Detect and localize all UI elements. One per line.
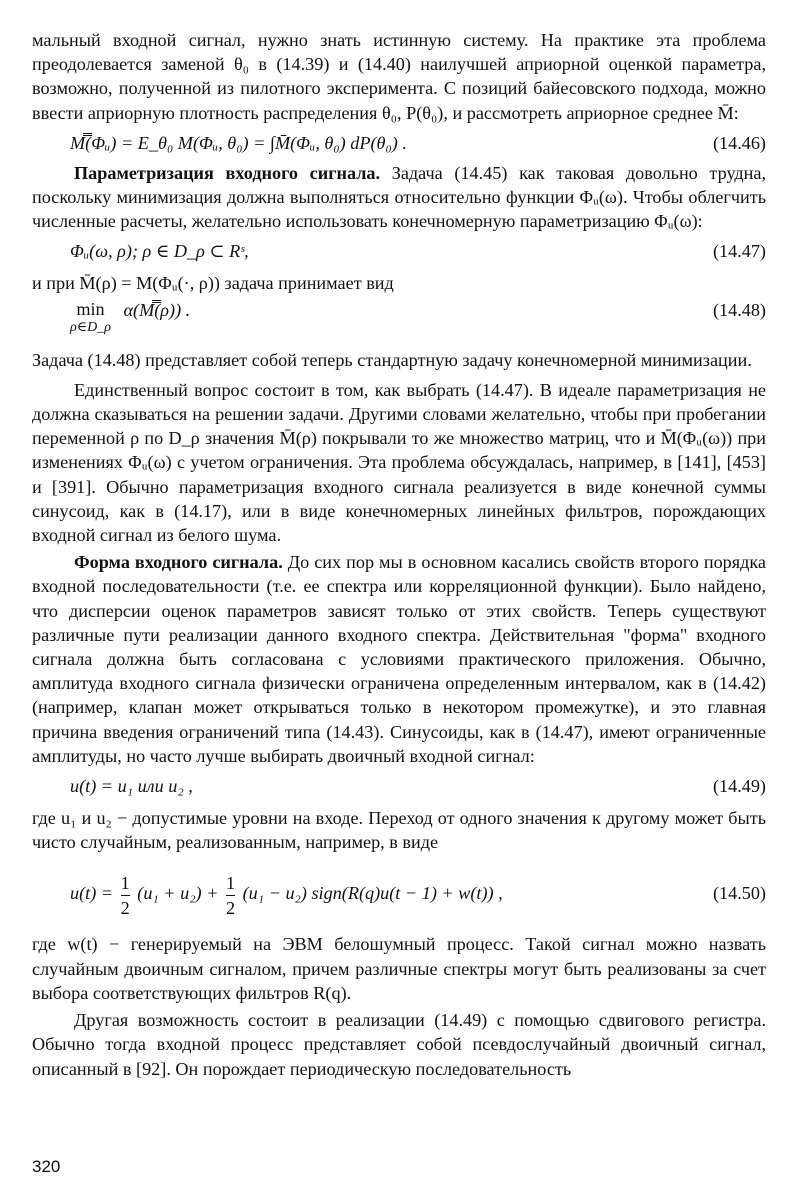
equation-term-sum: (u₁ + u₂) + [137, 883, 219, 904]
equation-14-47 [70, 239, 766, 263]
paragraph-shift-register: Другая возможность состоит в реализации (14.49) с помощью сдвигового регистра. Обычно тогда входной процесс представляет собой псевдослучайный двоичный сигнал, описанный в [92]. Он порождает периодическую последовательность [32, 1010, 766, 1079]
paragraph-levels: где u₁ и u₂ − допустимые уровни на входе. Переход от одного значения к другому может быть чисто случайным, реализованным, например, в виде [32, 808, 766, 853]
equation-14-46 [70, 131, 766, 155]
equation-expression: u(t) = u₁ или u₂ , [70, 776, 193, 797]
equation-number: (14.49) [712, 776, 766, 797]
min-subscript: ρ∈D_ρ [70, 319, 111, 335]
page-number: 320 [32, 1157, 61, 1176]
equation-number: (14.47) [712, 241, 766, 262]
min-operator [70, 298, 111, 336]
equation-number: (14.50) [712, 883, 766, 904]
page-body [32, 28, 766, 1081]
fraction-denominator: 2 [120, 897, 130, 918]
paragraph-prior-mean: мальный входной сигнал, нужно знать истинную систему. На практике эта проблема преодолевается заменой θ₀ в (14.39) и (14.40) наилучшей априорной оценкой параметра, возможно, полученной из пилотного эксперимента. С позиций байесовского подхода, можно ввести априорную плотность распределения θ₀, P(θ₀), и рассмотреть априорное среднее M̄: [32, 30, 766, 123]
equation-14-49 [70, 774, 766, 798]
equation-14-48 [70, 298, 766, 340]
equation-expression: Φᵤ(ω, ρ); ρ ∈ D_ρ ⊂ Rˢ, [70, 241, 249, 262]
section-text: До сих пор мы в основном касались свойств второго порядка входной последовательности (т.е. ее спектра или корреляционной функции). Было найдено, что дисперсии оценок параметров зависят только от этих свойств. Теперь существуют различные пути реализации данного входного спектра. Действительная "форма" входного сигнала должна быть согласована с условиями практического приложения. Обычно, амплитуда входного сигнала физически ограничена определенным интервалом, как в (14.42) (например, клапан может открываться только в некотором промежутке), и это главная причина введения ограничений типа (14.43). Синусоиды, как в (14.47), имеют ограниченные амплитуды, но часто лучше выбирать двоичный входной сигнал: [32, 552, 767, 766]
paragraph-white-noise: где w(t) − генерируемый на ЭВМ белошумный процесс. Такой сигнал можно назвать случайным двоичным сигналом, причем различные спектры могут быть реализованы за счет выбора соответствующих фильтров R(q). [32, 934, 766, 1003]
fraction-numerator: 1 [120, 872, 130, 893]
equation-expression: M̿(Φᵤ) = E_θ₀ M(Φᵤ, θ₀) = ∫M̄(Φᵤ, θ₀) dP(θ₀) . [70, 132, 407, 153]
paragraph-standard-task: Задача (14.48) представляет собой теперь стандартную задачу конечномерной минимизации. [32, 349, 752, 370]
equation-term-sign: (u₁ − u₂) sign(R(q)u(t − 1) + w(t)) , [242, 883, 503, 904]
section-heading: Параметризация входного сигнала. [74, 162, 381, 183]
line-then-task: и при M̄(ρ) = M(Φᵤ(·, ρ)) задача принимает вид [32, 273, 394, 294]
fraction-bar [121, 895, 130, 896]
equation-14-50 [70, 868, 766, 918]
fraction-bar [226, 895, 235, 896]
section-text: Задача (14.45) как таковая довольно трудна, поскольку минимизация должна выполняться относительно функции Φᵤ(ω). Чтобы облегчить численные расчеты, желательно использовать конечномерную параметризацию Φᵤ(ω): [32, 162, 767, 232]
paragraph-parametrization [32, 161, 766, 234]
section-heading: Форма входного сигнала. [74, 552, 283, 573]
min-label: min [76, 298, 105, 319]
paragraph-input-shape [32, 550, 766, 768]
fraction-one-half [121, 872, 130, 919]
fraction-numerator: 1 [225, 872, 236, 893]
equation-number: (14.46) [712, 132, 766, 153]
equation-number: (14.48) [712, 299, 766, 320]
equation-expression: α(M̿(ρ)) . [123, 299, 191, 320]
fraction-denominator: 2 [225, 897, 236, 918]
paragraph-single-question: Единственный вопрос состоит в том, как выбрать (14.47). В идеале параметризация не должна сказываться на решении задачи. Другими словами желательно, чтобы при пробегании переменной ρ по D_ρ значения M̄(ρ) покрывали то же множество матриц, что и M̄(Φᵤ(ω)) при изменениях Φᵤ(ω) с учетом ограничения. Эта проблема обсуждалась, например, в [141], [453] и [391]. Обычно параметризация входного сигнала реализуется в виде конечной суммы синусоид, как в (14.17), или в виде конечномерных линейных фильтров, порождающих входной сигнал из белого шума. [32, 379, 766, 546]
fraction-one-half [226, 872, 235, 919]
equation-lhs: u(t) = [70, 883, 114, 904]
